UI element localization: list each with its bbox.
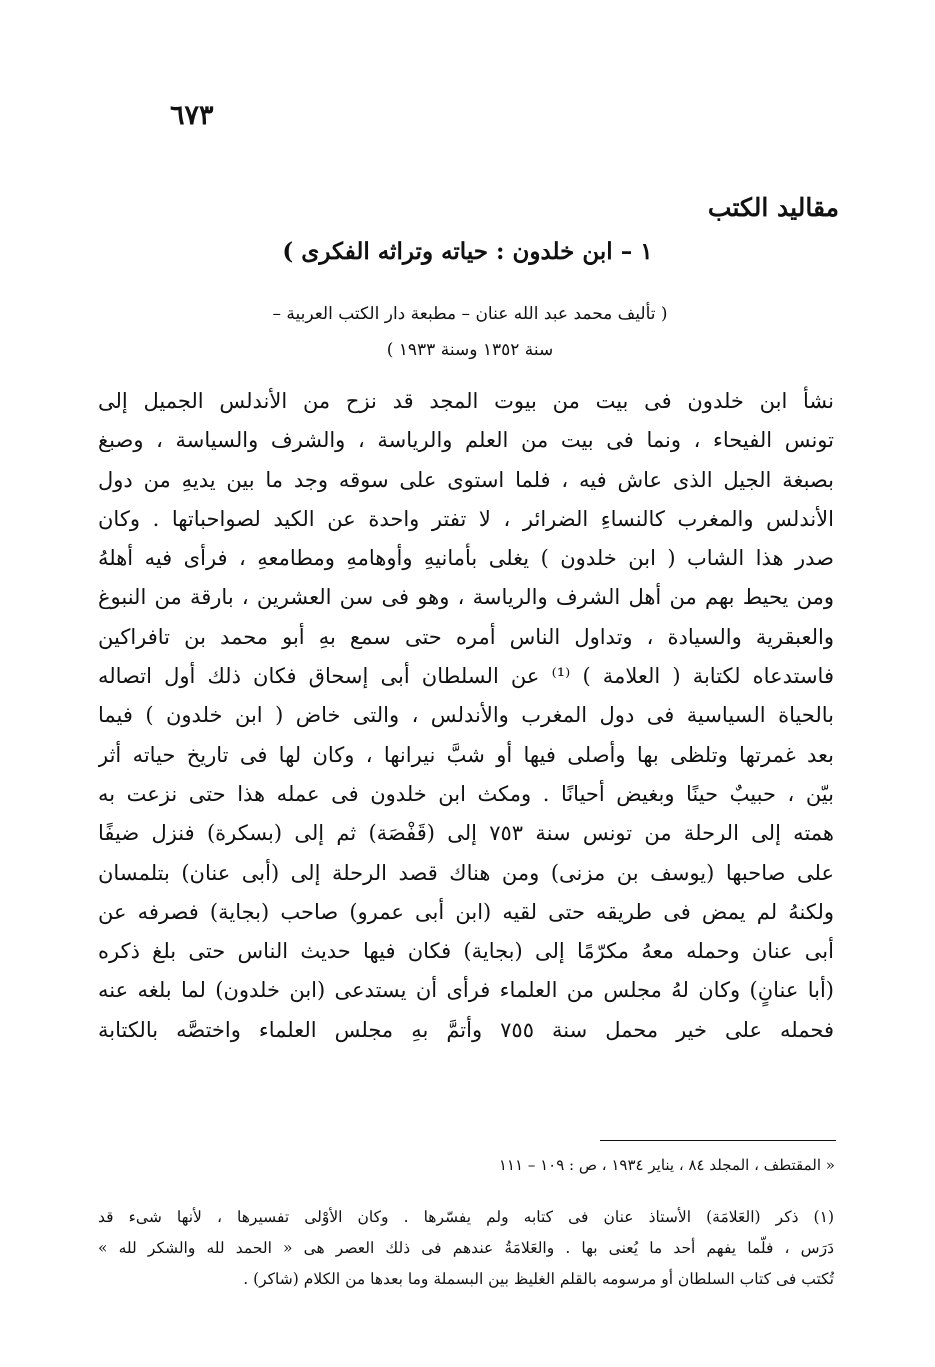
footnote-line: (١) ذكر (العَلامَة) الأستاذ عنان فى كتابه ولم يفسّرها . وكان الأوْلى تفسيرها ، لأنها شىء قد <box>98 1208 834 1226</box>
book-title: ١ – ابن خلدون : حياته وتراثه الفكرى ) <box>282 238 653 265</box>
body-line: همته إلى الرحلة من تونس سنة ٧٥٣ إلى (قَفْصَة) ثم إلى (بسكرة) فنزل ضيفًا <box>98 821 834 846</box>
book-info-line: ( تأليف محمد عبد الله عنان – مطبعة دار الكتب العربية – <box>272 304 668 324</box>
body-line: بعد غمرتها وتلظى بها وأصلى فيها أو شبَّ نيرانها ، وكان لها فى تاريخ حياته أثر <box>98 742 834 767</box>
body-line: نشأ ابن خلدون فى بيت من بيوت المجد قد نزح من الأندلس الجميل إلى <box>98 389 834 413</box>
body-line: بالحياة السياسية فى دول المغرب والأندلس ، والتى خاض ( ابن خلدون ) فيما <box>98 703 834 728</box>
body-line: تونس الفيحاء ، ونما فى بيت من العلم والرياسة ، والشرف والسياسة ، وصبغ <box>98 428 834 453</box>
footnote-divider <box>600 1140 836 1141</box>
body-line: (أبا عنانٍ) وكان لهُ مجلس من العلماء فرأى أن يستدعى (ابن خلدون) لما بلغه عنه <box>98 978 834 1003</box>
body-line: على صاحبها (يوسف بن مزنى) ومن هناك قصد الرحلة إلى (أبى عنان) بتلمسان <box>98 860 834 885</box>
footnote <box>98 1202 834 1295</box>
body-line: فحمله على خير محمل سنة ٧٥٥ وأتمَّ بهِ مجلس العلماء واختصَّه بالكتابة <box>98 1017 834 1042</box>
body-line: فاستدعاه لكتابة ( العلامة ) ⁽¹⁾ عن السلطان أبى إسحاق فكان ذلك أول اتصاله <box>98 664 834 689</box>
body-line: بيّن ، حبيبٌ حينًا وبغيض أحيانًا . ومكث ابن خلدون فى عمله هذا حتى نزعت به <box>98 781 834 806</box>
body-line: صدر هذا الشاب ( ابن خلدون ) يغلى بأمانيهِ وأوهامهِ ومطامعهِ ، فرأى فيه أهلهُ <box>98 546 834 571</box>
footnote-line: دَرَس ، فلّما يفهم أحد ما يُعنى بها . والعَلامَةُ عندهم فى ذلك العصر هى « الحمد لله والشكر لله » <box>98 1239 834 1257</box>
book-info-line: سنة ١٣٥٢ وسنة ١٩٣٣ ) <box>386 340 554 360</box>
body-paragraph <box>98 382 834 1050</box>
body-line: ومن يحيط بهم من أهل الشرف والرياسة ، وهو فى سن العشرين ، بارقة من النبوغ <box>98 585 834 610</box>
footnote-line: تُكتب فى كتاب السلطان أو مرسومه بالقلم الغليظ بين البسملة وما بعدها من الكلام (شاكر) . <box>243 1270 834 1288</box>
section-title: مقاليد الكتب <box>707 193 839 222</box>
book-publication-info <box>200 296 740 368</box>
body-line: الأندلس والمغرب كالنساءِ الضرائر ، لا تفتر واحدة عن الكيد لصواحباتها . وكان <box>98 506 834 531</box>
source-citation: « المقتطف ، المجلد ٨٤ ، يناير ١٩٣٤ ، ص : ١٠٩ – ١١١ <box>498 1156 835 1174</box>
body-line: بصبغة الجيل الذى عاش فيه ، فلما استوى على سوقه وجد ما بين يديهِ من دول <box>98 467 834 492</box>
body-line: أبى عنان وحمله معهُ مكرّمًا إلى (بجاية) فكان فيها حديث الناس حتى بلغ ذكره <box>98 939 834 964</box>
body-line: ولكنهُ لم يمض فى طريقه حتى لقيه (ابن أبى عمرو) صاحب (بجاية) فصرفه عن <box>98 899 834 924</box>
page-number: ٦٧٣ <box>170 100 214 131</box>
body-line: والعبقرية والسيادة ، وتداول الناس أمره حتى سمع بهِ أبو محمد بن تافراكين <box>98 624 834 649</box>
